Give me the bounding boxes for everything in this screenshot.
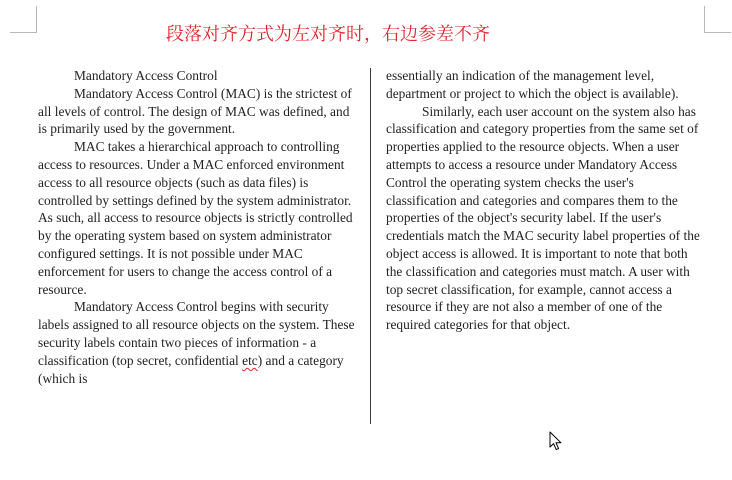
paragraph-4[interactable]: Similarly, each user account on the system also has classification and category properties from the same set of properties applied to the resource objects. When a user attempts to access a resource under Mandatory Access Control the operating system checks the user's classification and categories and compares them to the properties of the object's security label. If the user's credentials match the MAC security label properties of the object access is allowed. It is important to note that both the classification and categories must match. A user with top secret classification, for example, cannot access a resource if they are not also a member of one of the required categories for that object.	[386, 103, 700, 333]
paragraph-3[interactable]	[38, 298, 356, 387]
paragraph-1[interactable]: Mandatory Access Control (MAC) is the strictest of all levels of control. The design of MAC was defined, and is primarily used by the government.	[38, 85, 352, 137]
right-column[interactable]	[386, 67, 702, 334]
left-column[interactable]	[38, 67, 356, 387]
document-heading[interactable]: Mandatory Access Control	[74, 68, 218, 83]
spellcheck-flag[interactable]: etc	[242, 352, 258, 368]
page-corner-top-left	[10, 6, 37, 33]
mouse-pointer-icon	[549, 431, 563, 451]
page-corner-top-right	[704, 6, 731, 33]
paragraph-3-continued[interactable]: essentially an indication of the management level, department or project to which the object is available).	[386, 68, 679, 101]
paragraph-3-tail[interactable]: ) and a category (which is	[38, 352, 344, 386]
paragraph-2[interactable]: MAC takes a hierarchical approach to controlling access to resources. Under a MAC enforced environment access to all resource objects (such as data files) is controlled by settings defined by the system administrator. As such, all access to resource objects is strictly controlled by the operating system based on system administrator configured settings. It is not possible under MAC enforcement for users to change the access control of a resource.	[38, 139, 353, 297]
column-divider	[370, 68, 371, 424]
annotation-caption: 段落对齐方式为左对齐时，右边参差不齐	[166, 24, 490, 45]
paragraph-3-text[interactable]: Mandatory Access Control begins with security labels assigned to all resource objects on the system. These security labels contain two pieces of information - a classification (top secret, confidential	[38, 299, 355, 368]
